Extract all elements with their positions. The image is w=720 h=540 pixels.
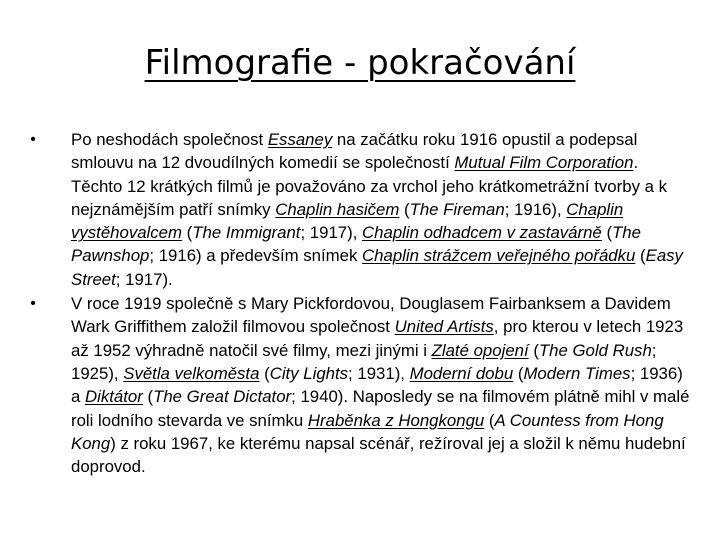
text-run: Po neshodách společnost <box>71 130 268 149</box>
text-run: ( <box>142 387 154 407</box>
text-run: ( <box>528 340 539 360</box>
bullet-item-united-artists <box>26 292 690 478</box>
text-run: ( <box>635 246 646 266</box>
text-run: ; 1931), <box>348 363 410 383</box>
film-title-en: A Countess from Hong Kong <box>71 410 664 453</box>
link-chaplin-vystehovalcem[interactable]: Chaplin vystěhovalcem <box>71 199 624 243</box>
link-chaplin-strazcem[interactable]: Chaplin strážcem veřejného pořádku <box>362 246 636 266</box>
link-zlate-opojeni[interactable]: Zlaté opojení <box>431 340 529 360</box>
text-run: ; 1917), <box>300 223 363 243</box>
text-run: ) z roku 1967, ke kterému napsal scénář, režíroval jej a složil k němu hudební doprovod. <box>71 433 686 477</box>
text-run: ; 1940). Naposledy se na filmovém plátně mihl v malé roli lodního stevarda ve snímku <box>71 387 690 430</box>
film-title-en: Modern Times <box>523 363 631 383</box>
film-title-en: The Fireman <box>409 199 505 219</box>
link-chaplin-hasicem[interactable]: Chaplin hasičem <box>275 199 400 219</box>
text-run: ( <box>513 363 524 383</box>
text-run: , pro kterou v letech 1923 až 1952 výhradně natočil své filmy, mezi jinými i <box>71 317 684 360</box>
link-united-artists[interactable]: United Artists <box>394 317 494 337</box>
link-moderni-doba[interactable]: Moderní dobu <box>409 363 514 383</box>
link-chaplin-odhadcem[interactable]: Chaplin odhadcem v zastavárně <box>362 223 602 243</box>
text-run: V roce 1919 společně s Mary Pickfordovou, Douglasem Fairbanksem a Davidem Wark Griffithem založil filmovou společnost <box>71 294 671 337</box>
link-diktator[interactable]: Diktátor <box>85 387 143 407</box>
bullet-item-chaplin-mutual <box>26 128 690 291</box>
text-run: ( <box>484 410 495 430</box>
text-run: ( <box>399 199 410 219</box>
film-title-en: The Immigrant <box>192 223 301 243</box>
film-title-en: The Gold Rush <box>538 340 652 360</box>
link-mutual-film-corporation[interactable]: Mutual Film Corporation <box>454 153 634 173</box>
text-run: ; 1925), <box>71 340 657 383</box>
text-run: ( <box>601 223 613 243</box>
bullet-list <box>26 128 690 478</box>
text-run: ; 1936) a <box>71 363 683 407</box>
bullet-dot: • <box>30 131 36 148</box>
text-run: ( <box>182 223 193 243</box>
link-hrabenka-z-hongkongu[interactable]: Hraběnka z Hongkongu <box>307 410 485 430</box>
film-title-en: The Pawnshop <box>71 223 641 266</box>
bullet-dot: • <box>30 295 36 313</box>
text-run: ( <box>259 363 270 383</box>
text-run: na začátku roku 1916 opustil a podepsal smlouvu na 12 dvoudílných komedií se společností <box>71 130 638 173</box>
text-run: ; 1916), <box>504 199 567 219</box>
text-run: . Těchto 12 krátkých filmů je považováno za vrchol jeho krátkometrážní tvorby a k nejznámějším patří snímky <box>71 153 668 219</box>
film-title-en: Easy Street <box>71 246 683 289</box>
text-run: ; 1917). <box>115 269 173 289</box>
film-title-en: The Great Dictator <box>153 387 292 407</box>
slide-title: Filmografie - pokračování <box>144 43 576 83</box>
text-run: ; 1916) a především snímek <box>149 246 363 266</box>
link-essaney[interactable]: Essaney <box>267 130 333 149</box>
link-svetla-velkomesta[interactable]: Světla velkoměsta <box>123 363 260 383</box>
film-title-en: City Lights <box>269 363 349 383</box>
